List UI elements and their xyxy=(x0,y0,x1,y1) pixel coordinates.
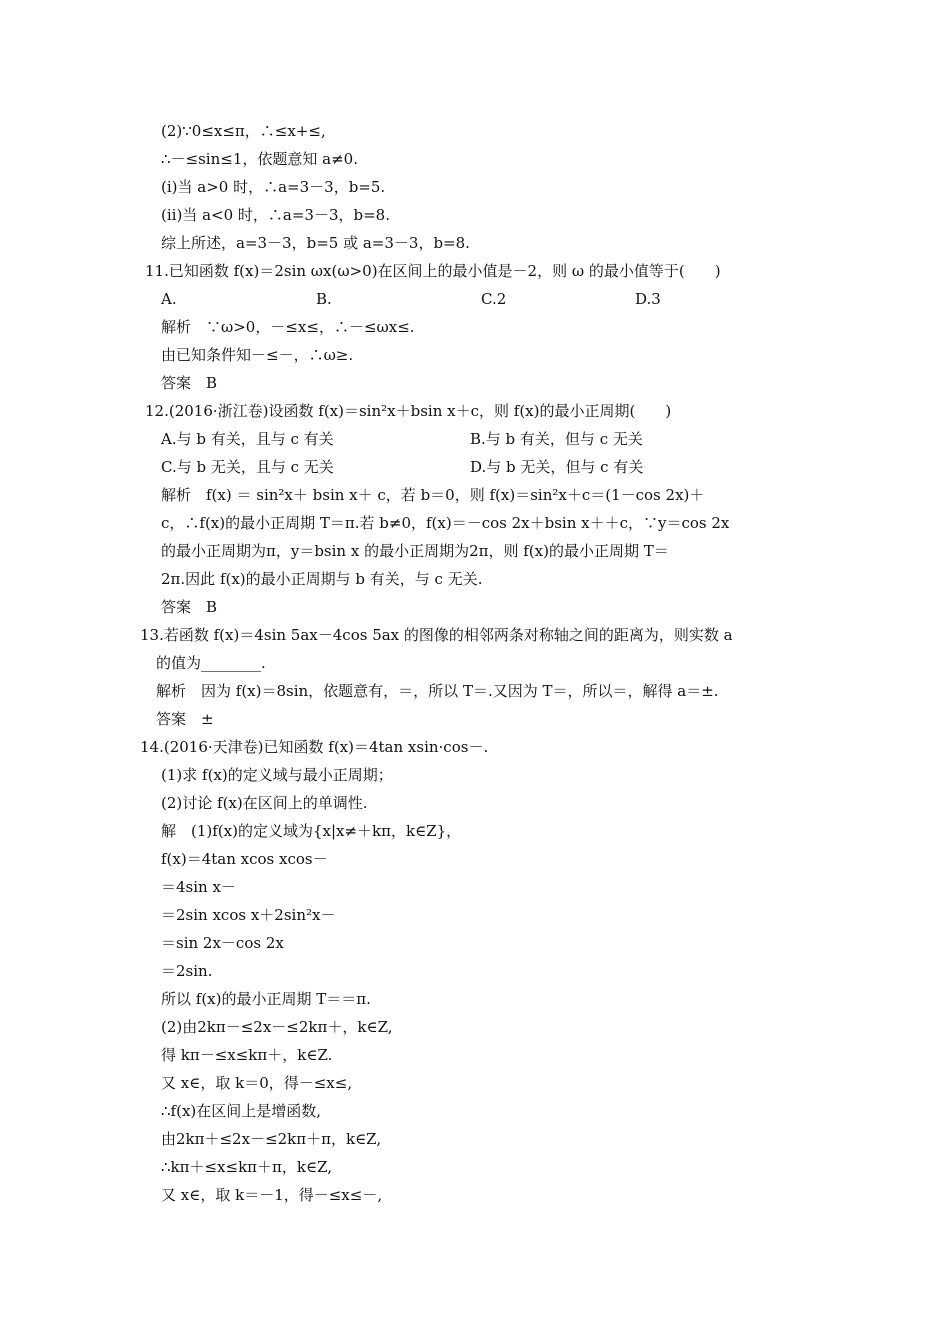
q14-solution-line: ＝2sin. xyxy=(161,962,213,980)
q11-option-a: A. xyxy=(161,290,177,308)
solution-line: ∴－≤sin≤1，依题意知 a≠0. xyxy=(161,150,358,168)
question-13-continued: 的值为________. xyxy=(156,654,266,672)
q12-option-a: A.与 b 有关，且与 c 有关 xyxy=(161,430,334,448)
question-13: 13.若函数 f(x)＝4sin 5ax－4cos 5ax 的图像的相邻两条对称轴之间的距离为，则实数 a xyxy=(140,626,733,644)
q12-option-c: C.与 b 无关，且与 c 无关 xyxy=(161,458,334,476)
q12-answer: 答案 B xyxy=(161,598,218,616)
q14-solution-line: 又 x∈，取 k＝0，得－≤x≤, xyxy=(161,1074,353,1092)
q12-solution-line: c，∴f(x)的最小正周期 T＝π.若 b≠0，f(x)＝－cos 2x＋bsin x＋＋c，∵y＝cos 2x xyxy=(161,514,730,532)
q11-option-b: B. xyxy=(316,290,332,308)
q14-solution-line: ＝2sin xcos x＋2sin²x－ xyxy=(161,906,336,924)
solution-line: (ⅱ)当 a<0 时，∴a=3－3，b=8. xyxy=(161,206,390,224)
q14-solution-line: 得 kπ－≤x≤kπ＋，k∈Z. xyxy=(161,1046,333,1064)
q11-answer: 答案 B xyxy=(161,374,218,392)
q14-part-2: (2)讨论 f(x)在区间上的单调性. xyxy=(161,794,368,812)
q13-solution-line: 解析 因为 f(x)＝8sin，依题意有，＝，所以 T＝.又因为 T＝，所以＝，解得 a＝±. xyxy=(156,682,719,700)
q13-answer: 答案 ± xyxy=(156,710,214,728)
solution-line: (ⅰ)当 a>0 时，∴a=3－3，b=5. xyxy=(161,178,386,196)
solution-line: 综上所述，a=3－3，b=5 或 a=3－3，b=8. xyxy=(161,234,470,252)
q14-solution-line: 又 x∈，取 k＝－1，得－≤x≤－, xyxy=(161,1186,383,1204)
q12-option-b: B.与 b 有关，但与 c 无关 xyxy=(470,430,643,448)
q12-solution-line: 解析 f(x) ＝ sin²x＋ bsin x＋ c，若 b＝0，则 f(x)＝sin²x＋c＝(1－cos 2x)＋ xyxy=(161,486,705,504)
q11-option-d: D.3 xyxy=(635,290,661,308)
q11-solution-line: 解析 ∵ω>0，－≤x≤，∴－≤ωx≤. xyxy=(161,318,415,336)
q12-solution-line: 的最小正周期为π，y＝bsin x 的最小正周期为2π，则 f(x)的最小正周期 T＝ xyxy=(161,542,669,560)
q14-solution-line: ∴f(x)在区间上是增函数, xyxy=(161,1102,322,1120)
q11-option-c: C.2 xyxy=(481,290,507,308)
question-11: 11.已知函数 f(x)＝2sin ωx(ω>0)在区间上的最小值是－2，则 ω 的最小值等于( ) xyxy=(145,262,721,280)
q14-solution-line: ＝4sin x－ xyxy=(161,878,236,896)
question-14: 14.(2016·天津卷)已知函数 f(x)＝4tan xsin·cos－. xyxy=(140,738,489,756)
q12-solution-line: 2π.因此 f(x)的最小正周期与 b 有关，与 c 无关. xyxy=(161,570,483,588)
q14-part-1: (1)求 f(x)的定义域与最小正周期； xyxy=(161,766,393,784)
q14-solution-line: 所以 f(x)的最小正周期 T＝＝π. xyxy=(161,990,371,1008)
q11-solution-line: 由已知条件知－≤－，∴ω≥. xyxy=(161,346,354,364)
q14-solution-line: f(x)＝4tan xcos xcos－ xyxy=(161,850,328,868)
q12-option-d: D.与 b 无关，但与 c 有关 xyxy=(470,458,644,476)
q14-solution-line: ＝sin 2x－cos 2x xyxy=(161,934,284,952)
question-12: 12.(2016·浙江卷)设函数 f(x)＝sin²x＋bsin x＋c，则 f(x)的最小正周期( ) xyxy=(145,402,672,420)
q14-solution-line: ∴kπ＋≤x≤kπ＋π，k∈Z, xyxy=(161,1158,333,1176)
q14-solution-line: 由2kπ＋≤2x－≤2kπ＋π，k∈Z, xyxy=(161,1130,382,1148)
solution-line: (2)∵0≤x≤π，∴≤x+≤, xyxy=(161,122,326,140)
q14-solution-line: (2)由2kπ－≤2x－≤2kπ＋，k∈Z, xyxy=(161,1018,393,1036)
q14-solution-line: 解 (1)f(x)的定义域为{x|x≠＋kπ，k∈Z}， xyxy=(161,822,462,840)
